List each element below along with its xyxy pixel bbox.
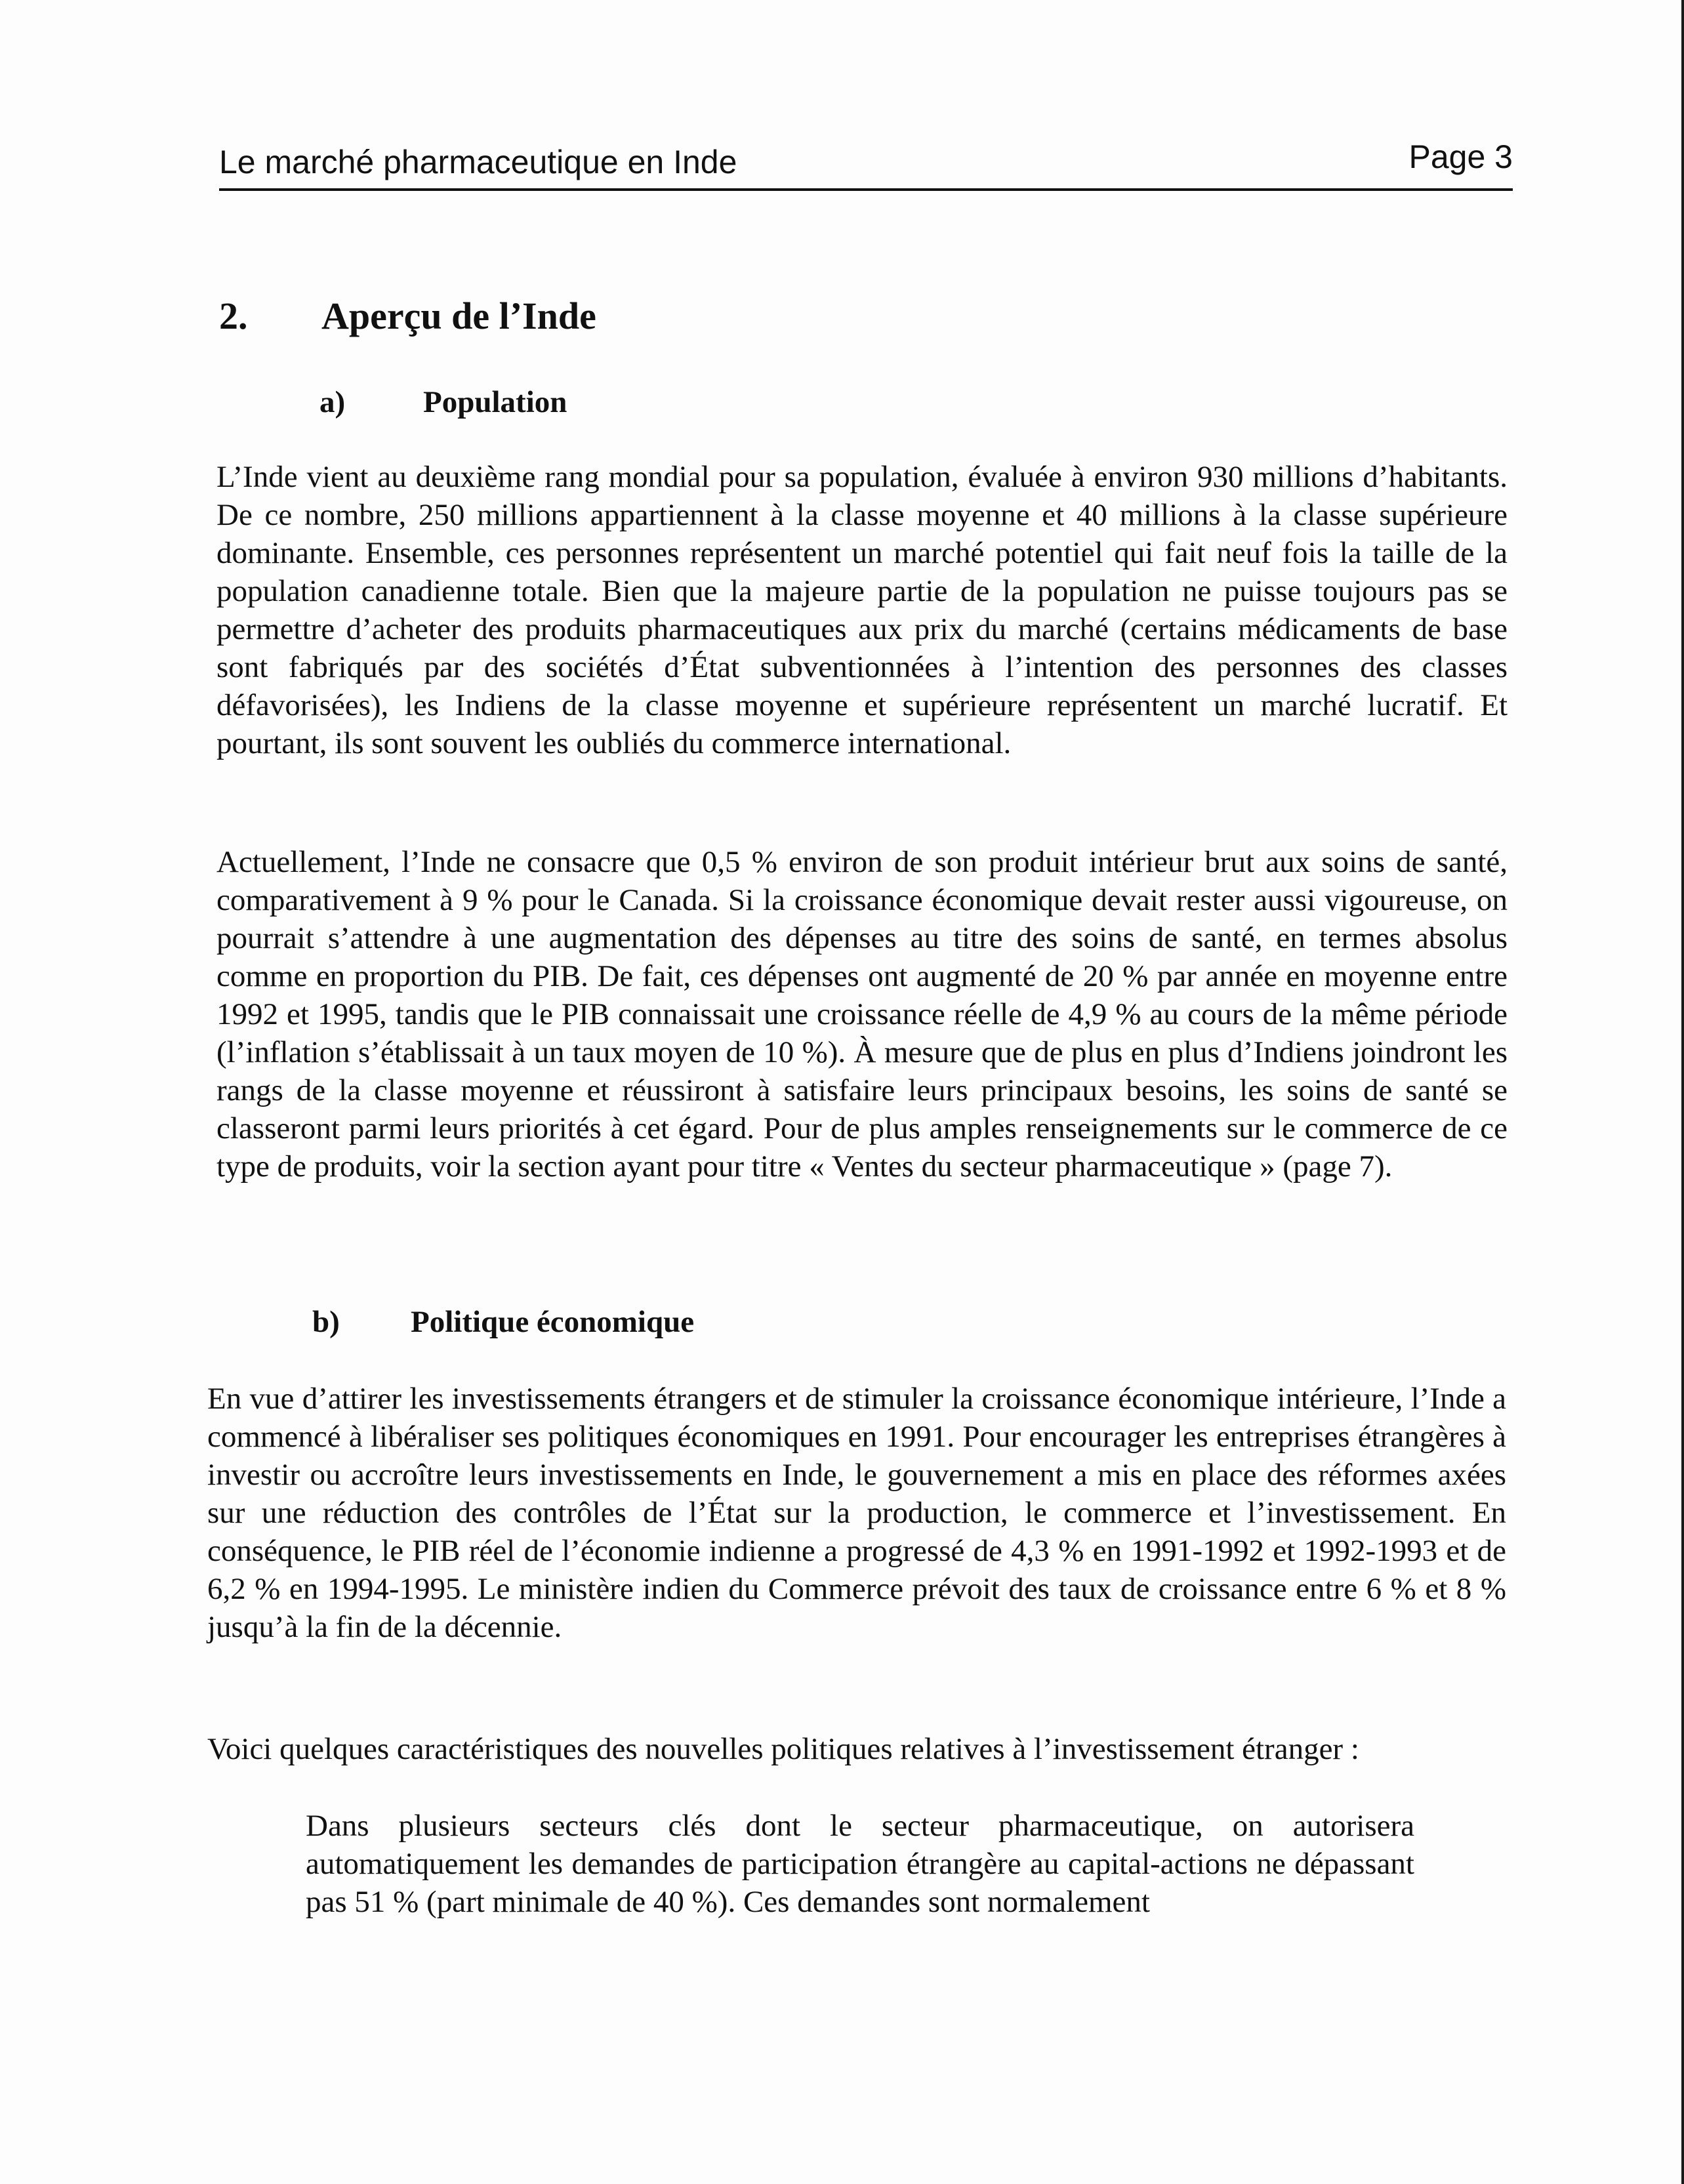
paragraph-population-1: L’Inde vient au deuxième rang mondial pour sa population, évaluée à environ 930 millions d’habitants. De ce nombre, 250 millions appartiennent à la classe moyenne et 40 millions à la classe supérieure dominante. Ensemble, ces personnes représentent un marché potentiel qui fait neuf fois la taille de la population canadienne totale. Bien que la majeure partie de la population ne puisse toujours pas se permettre d’acheter des produits pharmaceutiques aux prix du marché (certains médicaments de base sont fabriqués par des sociétés d’État subventionnées à l’intention des personnes des classes défavorisées), les Indiens de la classe moyenne et supérieure représentent un marché lucratif. Et pourtant, ils sont souvent les oubliés du commerce international. bbox=[216, 460, 1508, 760]
subsection-title: Politique économique bbox=[411, 1305, 695, 1339]
subsection-number: b) bbox=[312, 1305, 340, 1339]
indented-block: Dans plusieurs secteurs clés dont le secteur pharmaceutique, on autorisera automatiquement les demandes de participation étrangère au capital-actions ne dépassant pas 51 % (part minimale de 40 %). Ces demandes sont normalement bbox=[306, 1809, 1414, 1919]
subsection-title: Population bbox=[423, 385, 567, 419]
section-number: 2. bbox=[219, 295, 248, 337]
paragraph-politique-1: En vue d’attirer les investissements étrangers et de stimuler la croissance économique intérieure, l’Inde a commencé à libéraliser ses politiques économiques en 1991. Pour encourager les entreprises étrangères à investir ou accroître leurs investissements en Inde, le gouvernement a mis en place des réformes axées sur une réduction des contrôles de l’État sur la production, le commerce et l’investissement. En conséquence, le PIB réel de l’économie indienne a progressé de 4,3 % en 1991-1992 et 1992-1993 et de 6,2 % en 1994-1995. Le ministère indien du Commerce prévoit des taux de croissance entre 6 % et 8 % jusqu’à la fin de la décennie. bbox=[207, 1382, 1506, 1644]
paragraph-population-2: Actuellement, l’Inde ne consacre que 0,5 % environ de son produit intérieur brut aux soins de santé, comparativement à 9 % pour le Canada. Si la croissance économique devait rester aussi vigoureuse, on pourrait s’attendre à une augmentation des dépenses au titre des soins de santé, en termes absolus comme en proportion du PIB. De fait, ces dépenses ont augmenté de 20 % par année en moyenne entre 1992 et 1995, tandis que le PIB connaissait une croissance réelle de 4,9 % au cours de la même période (l’inflation s’établissait à un taux moyen de 10 %). À mesure que de plus en plus d’Indiens joindront les rangs de la classe moyenne et réussiront à satisfaire leurs principaux besoins, les soins de santé se classeront parmi leurs priorités à cet égard. Pour de plus amples renseignements sur le commerce de ce type de produits, voir la section ayant pour titre « Ventes du secteur pharmaceutique » (page 7). bbox=[216, 845, 1508, 1184]
header-title: Le marché pharmaceutique en Inde bbox=[219, 144, 737, 180]
page-number: Page 3 bbox=[1408, 138, 1513, 175]
header-rule bbox=[219, 188, 1513, 191]
paragraph-politique-2: Voici quelques caractéristiques des nouvelles politiques relatives à l’investissement étranger : bbox=[207, 1732, 1359, 1766]
section-title: Aperçu de l’Inde bbox=[321, 295, 596, 337]
subsection-number: a) bbox=[319, 385, 346, 419]
